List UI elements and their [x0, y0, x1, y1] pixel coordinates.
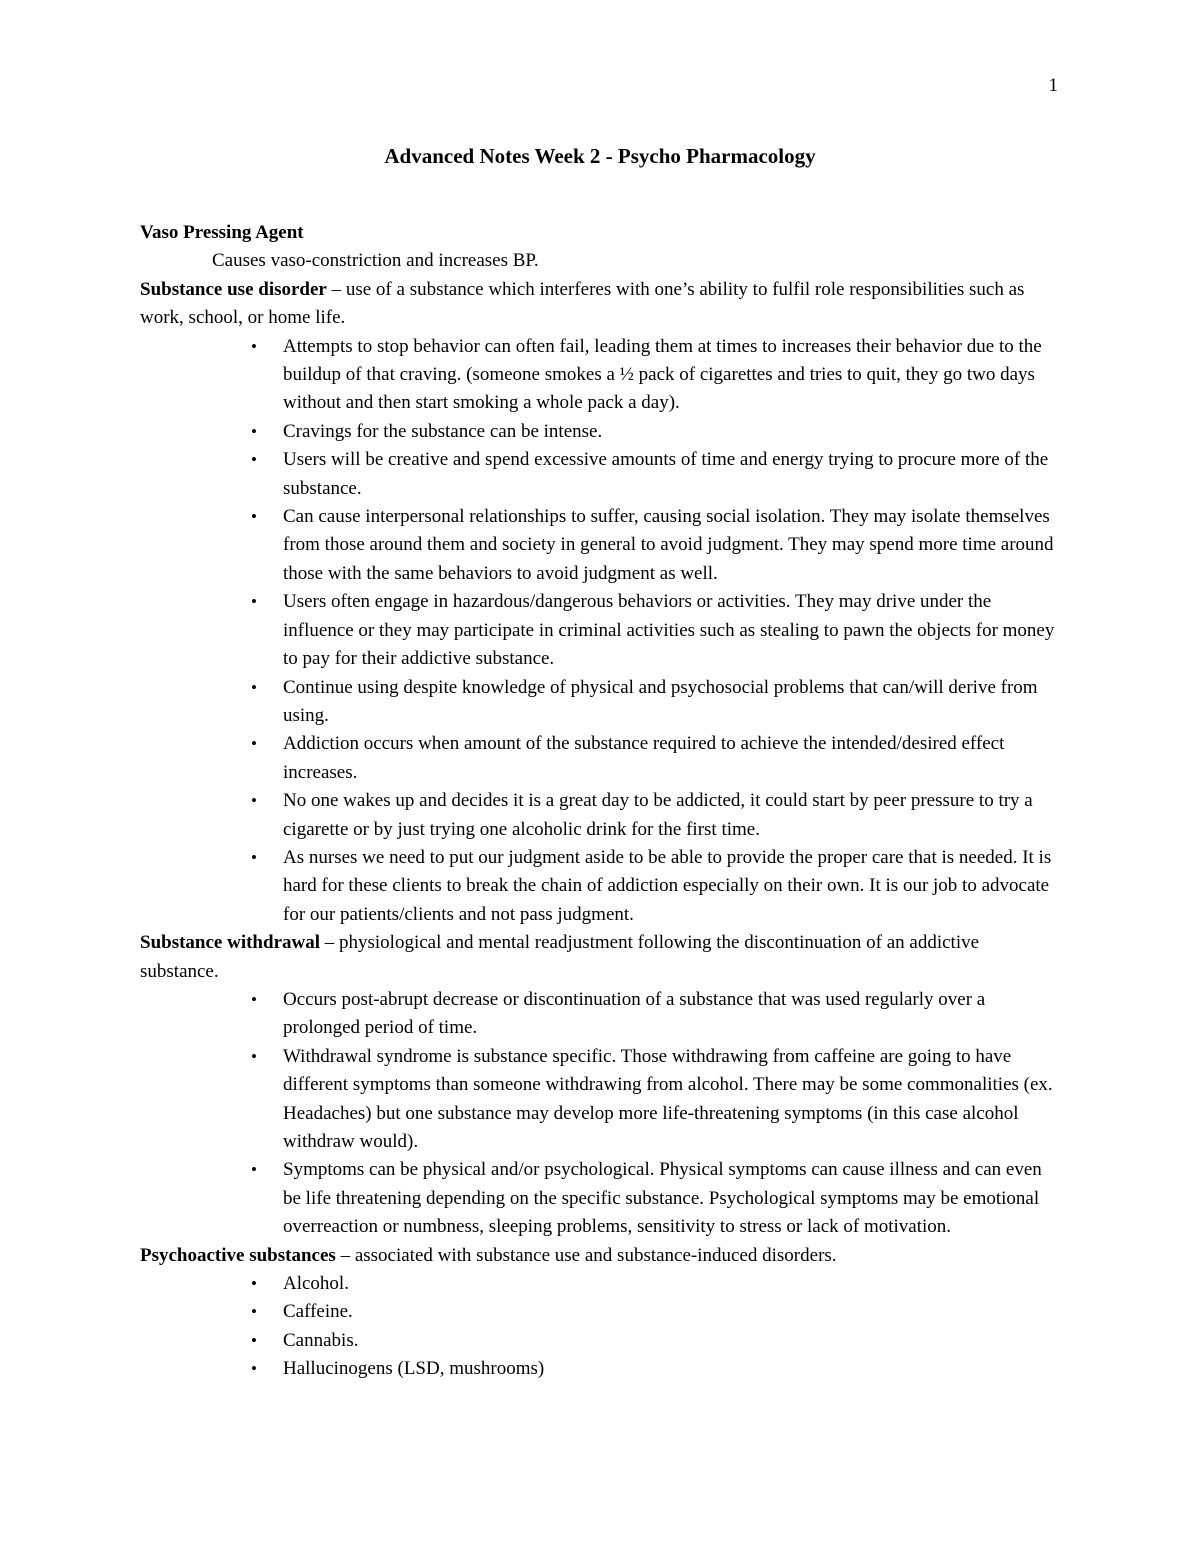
vaso-description: Causes vaso-constriction and increases BP.: [212, 250, 539, 272]
list-item-text: Occurs post-abrupt decrease or discontinuation of a substance that was used regularly over a prolonged period of time.: [283, 988, 986, 1039]
list-item: [251, 588, 1060, 673]
list-item: [251, 986, 1060, 1043]
list-item-text: Cravings for the substance can be intense.: [283, 420, 603, 442]
list-item-text: Hallucinogens (LSD, mushrooms): [283, 1358, 545, 1380]
list-item: [251, 1298, 1060, 1326]
list-item: [251, 446, 1060, 503]
bullet-icon: •: [251, 421, 257, 441]
bullet-icon: •: [251, 1046, 257, 1066]
bullet-icon: •: [251, 592, 257, 612]
bullet-icon: •: [251, 989, 257, 1009]
sud-paragraph: [140, 276, 1060, 333]
sud-definition: – use of a substance which interferes with one’s ability to fulfil role responsibilities such as work, school, or home life.: [140, 278, 1025, 329]
list-item: [251, 333, 1060, 418]
bullet-icon: •: [251, 1274, 257, 1294]
bullet-icon: •: [251, 791, 257, 811]
list-item: [251, 503, 1060, 588]
list-item-text: Continue using despite knowledge of physical and psychosocial problems that can/will derive from using.: [283, 676, 1038, 726]
list-item-text: Users will be creative and spend excessive amounts of time and energy trying to procure more of the substance.: [283, 449, 1049, 499]
list-item: [251, 1270, 1060, 1298]
bullet-icon: •: [251, 336, 257, 356]
list-item-text: Can cause interpersonal relationships to suffer, causing social isolation. They may isolate themselves from those around them and society in general to avoid judgment. They may spend more time around those with the same behaviors to avoid judgment as well.: [283, 506, 1054, 584]
psychoactive-bullet-list: [140, 1270, 1060, 1384]
vaso-heading: Vaso Pressing Agent: [140, 222, 304, 243]
withdrawal-definition: – physiological and mental readjustment following the discontinuation of an addictive substance.: [140, 932, 980, 982]
bullet-icon: •: [251, 1302, 257, 1322]
bullet-icon: •: [251, 507, 257, 527]
withdrawal-term: Substance withdrawal: [140, 932, 320, 954]
list-item: [251, 418, 1060, 446]
bullet-icon: •: [251, 1359, 257, 1379]
list-item: [251, 844, 1060, 929]
list-item-text: Caffeine.: [283, 1301, 353, 1323]
sud-bullet-list: [140, 333, 1060, 930]
list-item: [251, 730, 1060, 787]
document-title: Advanced Notes Week 2 - Psycho Pharmacology: [384, 144, 816, 168]
bullet-icon: •: [251, 1330, 257, 1350]
sud-term: Substance use disorder: [140, 278, 327, 300]
list-item-text: Attempts to stop behavior can often fail, leading them at times to increases their behavior due to the buildup of that craving. (someone smokes a ½ pack of cigarettes and tries to quit, they go two days without and then start smoking a whole pack a day).: [283, 335, 1042, 414]
list-item: [251, 1156, 1060, 1241]
bullet-icon: •: [251, 1160, 257, 1180]
bullet-icon: •: [251, 847, 257, 867]
withdrawal-paragraph: [140, 929, 1060, 986]
list-item: [251, 1327, 1060, 1355]
bullet-icon: •: [251, 734, 257, 754]
psychoactive-paragraph: [140, 1242, 1060, 1270]
bullet-icon: •: [251, 677, 257, 697]
page-number: 1: [1048, 75, 1058, 96]
list-item-text: Symptoms can be physical and/or psychological. Physical symptoms can cause illness and can even be life threatening depending on the specific substance. Psychological symptoms may be emotional overreaction or numbness, sleeping problems, sensitivity to stress or lack of motivation.: [283, 1159, 1042, 1238]
document-body: [140, 219, 1060, 1384]
list-item: [251, 1043, 1060, 1157]
list-item-text: Addiction occurs when amount of the substance required to achieve the intended/desired effect increases.: [283, 733, 1005, 783]
withdrawal-bullet-list: [140, 986, 1060, 1242]
list-item-text: Users often engage in hazardous/dangerous behaviors or activities. They may drive under the influence or they may participate in criminal activities such as stealing to pawn the objects for money to pay for their addictive substance.: [283, 591, 1055, 670]
list-item-text: No one wakes up and decides it is a great day to be addicted, it could start by peer pressure to try a cigarette or by just trying one alcoholic drink for the first time.: [283, 790, 1033, 840]
list-item: [251, 787, 1060, 844]
psychoactive-definition: – associated with substance use and substance-induced disorders.: [335, 1244, 837, 1266]
list-item-text: Withdrawal syndrome is substance specific. Those withdrawing from caffeine are going to have different symptoms than someone withdrawing from alcohol. There may be some commonalities (ex. Headaches) but one substance may develop more life-threatening symptoms (in this case alcohol withdraw would).: [283, 1045, 1053, 1152]
list-item: [251, 674, 1060, 731]
list-item-text: As nurses we need to put our judgment aside to be able to provide the proper care that is needed. It is hard for these clients to break the chain of addiction especially on their own. It is our job to advocate for our patients/clients and not pass judgment.: [283, 846, 1052, 925]
list-item-text: Cannabis.: [283, 1329, 359, 1351]
psychoactive-term: Psychoactive substances: [140, 1244, 336, 1266]
bullet-icon: •: [251, 450, 257, 470]
list-item: [251, 1355, 1060, 1383]
list-item-text: Alcohol.: [283, 1273, 349, 1295]
